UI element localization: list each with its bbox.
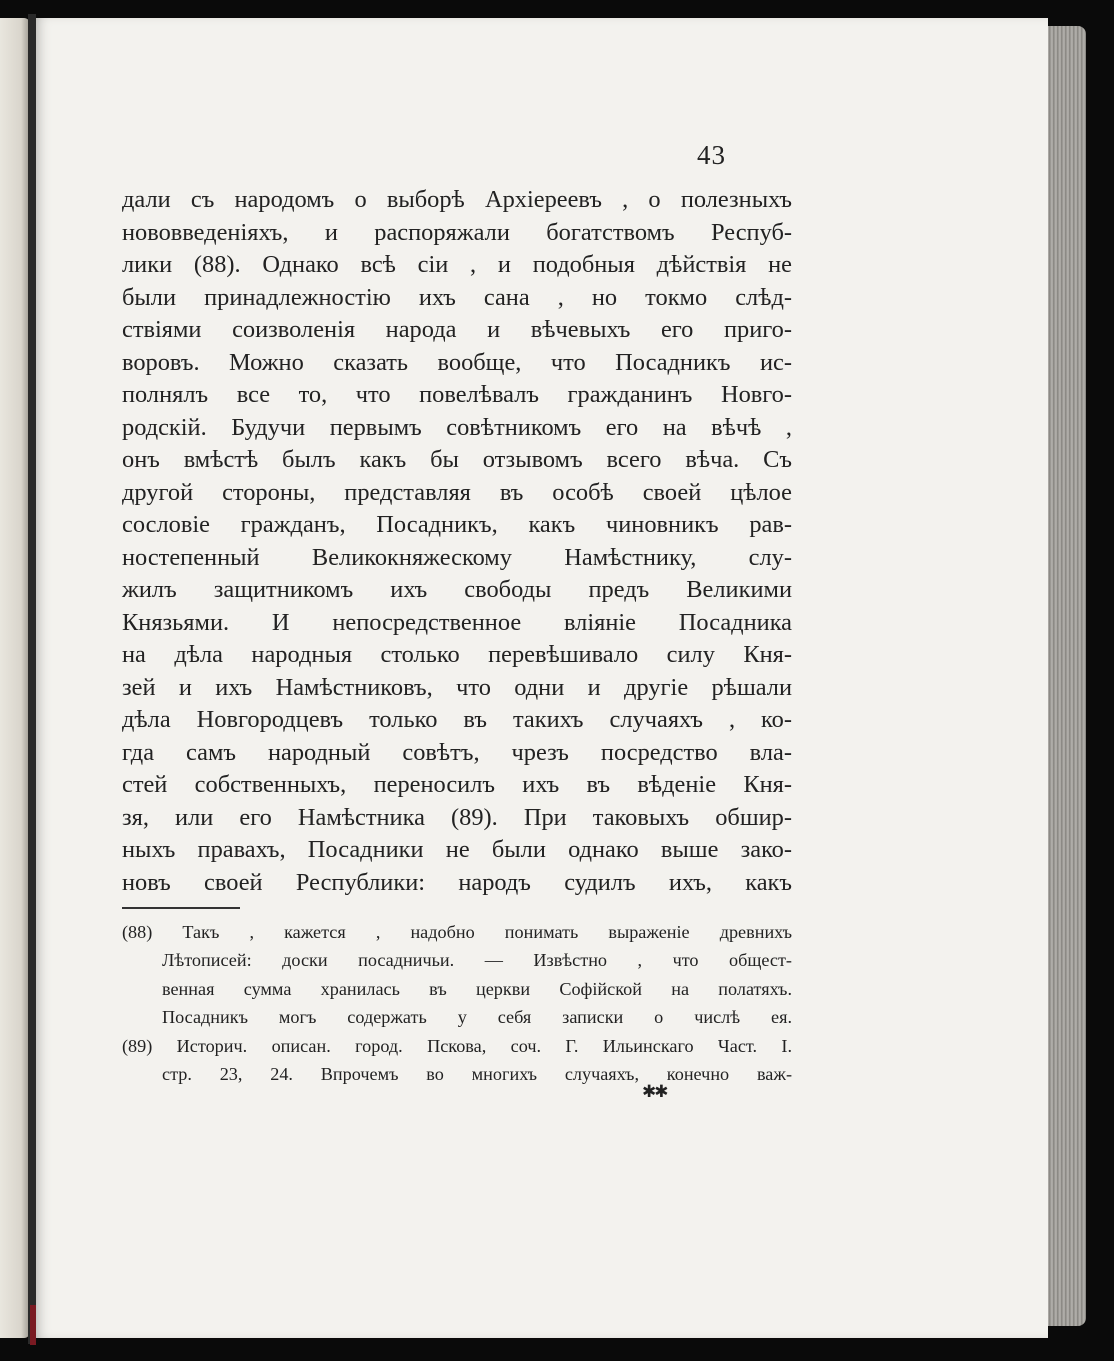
body-line: дали съ народомъ о выборѣ Архіереевъ , о полезныхъ bbox=[122, 186, 792, 213]
body-line: воровъ. Можно сказать вообще, что Посадникъ ис- bbox=[122, 348, 792, 376]
body-line: полнялъ все то, что повелѣвалъ гражданинъ Новго- bbox=[122, 381, 792, 408]
body-line: жилъ защитникомъ ихъ свободы предъ Великими bbox=[122, 576, 792, 603]
body-line: другой стороны, представляя въ особѣ своей цѣлое bbox=[122, 478, 792, 506]
page-stack-edge bbox=[1046, 26, 1086, 1326]
footnotes bbox=[122, 918, 792, 1088]
body-line: ствіями соизволенія народа и вѣчевыхъ его приго- bbox=[122, 316, 792, 343]
footnote-line: Лѣтописей: доски посадничьи. — Извѣстно , что общест- bbox=[162, 950, 792, 971]
body-line: родскій. Будучи первымъ совѣтникомъ его на вѣчѣ , bbox=[122, 413, 792, 441]
body-line: онъ вмѣстѣ былъ какъ бы отзывомъ всего вѣча. Съ bbox=[122, 446, 792, 473]
body-line: ныхъ правахъ, Посадники не были однако выше зако- bbox=[122, 836, 792, 863]
body-line: Князьями. И непосредственное вліяніе Посадника bbox=[122, 608, 792, 636]
body-line: были принадлежностію ихъ сана , но токмо слѣд- bbox=[122, 283, 792, 311]
body-line: зей и ихъ Намѣстниковъ, что одни и другіе рѣшали bbox=[122, 673, 792, 701]
footnote-divider bbox=[122, 907, 240, 909]
body-line: новъ своей Республики: народъ судилъ ихъ, какъ bbox=[122, 868, 792, 896]
body-line: лики (88). Однако всѣ сіи , и подобныя дѣйствія не bbox=[122, 251, 792, 278]
body-line: гда самъ народный совѣтъ, чрезъ посредство вла- bbox=[122, 738, 792, 766]
footnote-line: (89) Историч. описан. город. Пскова, соч. Г. Ильинскаго Част. I. bbox=[122, 1035, 792, 1056]
body-text bbox=[122, 184, 792, 899]
body-line: на дѣла народныя столько перевѣшивало силу Кня- bbox=[122, 641, 792, 668]
previous-page-edge bbox=[0, 18, 30, 1338]
page-number: 43 bbox=[697, 140, 726, 170]
body-line: зя, или его Намѣстника (89). При таковыхъ обшир- bbox=[122, 803, 792, 831]
footnote-line: венная сумма хранилась въ церкви Софійской на полатяхъ. bbox=[162, 978, 792, 999]
footnote-line: Посадникъ могъ содержать у себя записки о числѣ ея. bbox=[162, 1007, 792, 1028]
body-line: стей собственныхъ, переносилъ ихъ въ вѣденіе Кня- bbox=[122, 771, 792, 798]
body-line: дѣла Новгородцевъ только въ такихъ случаяхъ , ко- bbox=[122, 706, 792, 733]
body-line: ностепенный Великокняжескому Намѣстнику, слу- bbox=[122, 543, 792, 571]
book-spine bbox=[28, 14, 36, 1344]
signature-mark: ✱✱ bbox=[642, 1082, 667, 1102]
footnote-line: стр. 23, 24. Впрочемъ во многихъ случаяхъ, конечно важ- bbox=[162, 1064, 792, 1085]
footnote-line: (88) Такъ , кажется , надобно понимать выраженіе древнихъ bbox=[122, 922, 792, 942]
body-line: нововведеніяхъ, и распоряжали богатствомъ Респуб- bbox=[122, 218, 792, 246]
body-line: сословіе гражданъ, Посадникъ, какъ чиновникъ рав- bbox=[122, 511, 792, 538]
